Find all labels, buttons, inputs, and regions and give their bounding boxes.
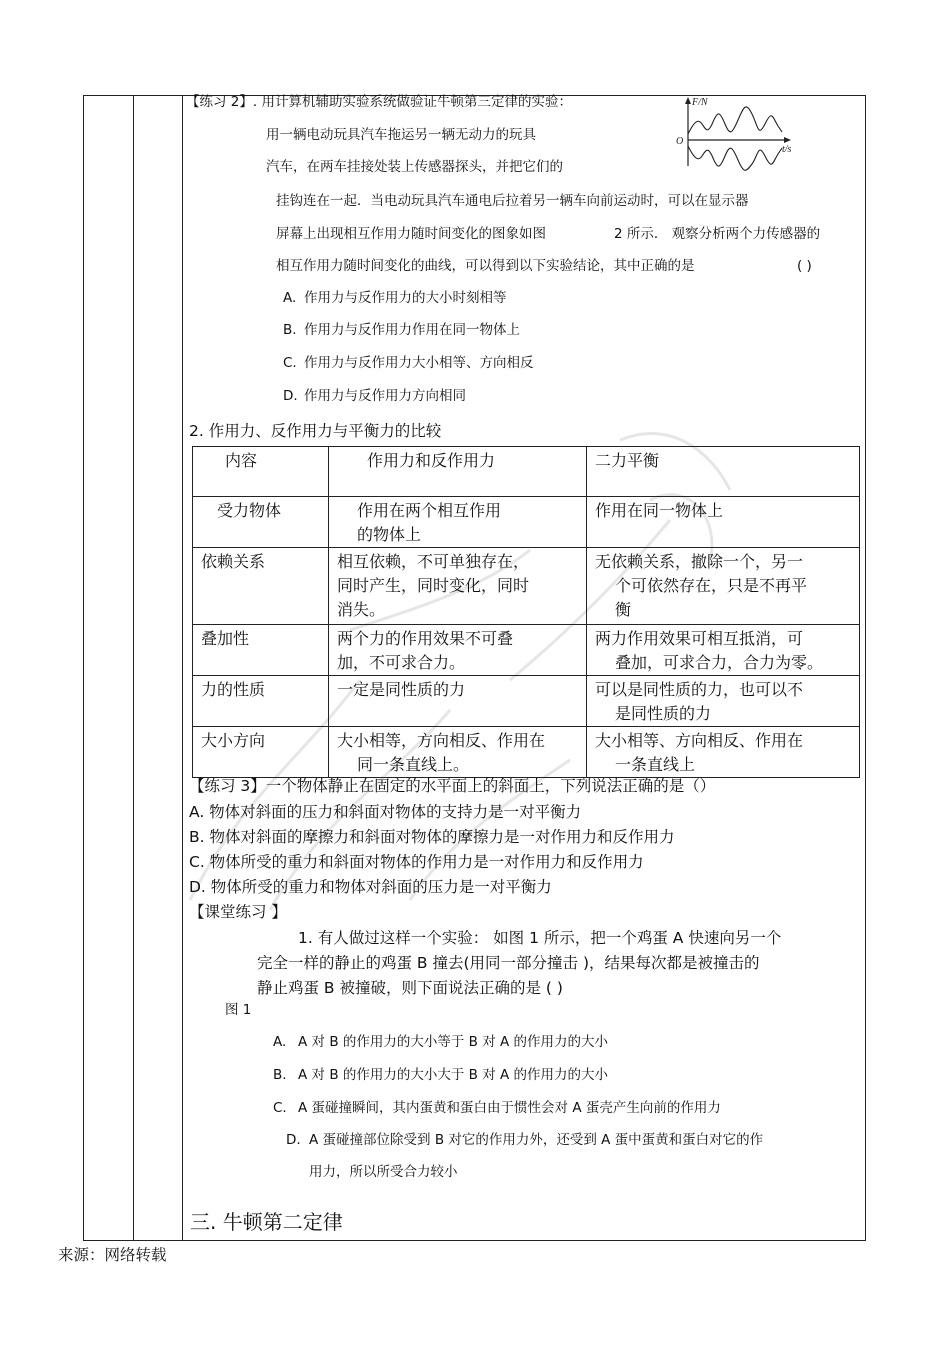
table-cell: 无依赖关系，撤除一个，另一 个可依然存在，只是不再平 衡	[587, 548, 860, 625]
option-text: 作用力与反作用力作用在同一物体上	[304, 322, 520, 338]
table-header-cell: 二力平衡	[587, 447, 860, 497]
table-cell: 叠加性	[193, 625, 329, 676]
exercise-2-line: 相互作用力随时间变化的曲线，可以得到以下实验结论，其中正确的是	[276, 258, 695, 274]
exercise-2-line: 汽车，在两车挂接处装上传感器探头，并把它们的	[266, 159, 563, 175]
table-cell: 力的性质	[193, 676, 329, 727]
table-row	[193, 676, 860, 727]
table-row	[193, 497, 860, 548]
option-text: 作用力与反作用力的大小时刻相等	[304, 290, 507, 306]
table-cell: 可以是同性质的力，也可以不 是同性质的力	[587, 676, 860, 727]
exercise-3-option: A. 物体对斜面的压力和斜面对物体的支持力是一对平衡力	[189, 803, 582, 821]
option-letter: A.	[273, 1034, 287, 1050]
graph-x-label: t/s	[782, 144, 792, 155]
frame-column-divider-1	[133, 95, 134, 1241]
option-text: A 对 B 的作用力的大小大于 B 对 A 的作用力的大小	[298, 1067, 609, 1083]
graph-upper-curve	[688, 107, 782, 134]
classroom-question-line: 1. 有人做过这样一个实验： 如图 1 所示，把一个鸡蛋 A 快速向另一个	[298, 929, 782, 947]
option-text-continued: 用力，所以所受合力较小	[309, 1164, 458, 1180]
option-text: A 蛋碰撞部位除受到 B 对它的作用力外，还受到 A 蛋中蛋黄和蛋白对它的作	[309, 1132, 764, 1148]
exercise-3-option: B. 物体对斜面的摩擦力和斜面对物体的摩擦力是一对作用力和反作用力	[189, 828, 675, 846]
force-time-graph	[670, 94, 805, 174]
option-text: A 蛋碰撞瞬间，其内蛋黄和蛋白由于惯性会对 A 蛋壳产生向前的作用力	[298, 1100, 721, 1116]
option-letter: C.	[273, 1100, 287, 1116]
frame-column-divider-2	[182, 95, 183, 1241]
classroom-heading: 【课堂练习 】	[189, 903, 287, 921]
comparison-table	[192, 446, 860, 778]
exercise-2-line: 挂钩连在一起．当电动玩具汽车通电后拉着另一辆车向前运动时，可以在显示器	[276, 193, 749, 209]
option-letter: B.	[273, 1067, 287, 1083]
table-header-row	[193, 447, 860, 497]
table-cell: 依赖关系	[193, 548, 329, 625]
table-cell: 相互依赖，不可单独存在， 同时产生，同时变化，同时 消失。	[329, 548, 587, 625]
table-cell: 一定是同性质的力	[329, 676, 587, 727]
table-header-cell: 内容	[193, 447, 329, 497]
option-text: 作用力与反作用力方向相同	[304, 388, 466, 404]
graph-origin-label: O	[676, 136, 684, 147]
section-3-heading: 三. 牛顿第二定律	[190, 1210, 343, 1234]
graph-y-label: F/N	[692, 97, 708, 108]
table-cell: 大小相等，方向相反、作用在 同一条直线上。	[329, 727, 587, 778]
classroom-question-line: 静止鸡蛋 B 被撞破，则下面说法正确的是 ( )	[257, 979, 563, 997]
option-letter: D.	[286, 1132, 301, 1148]
table-cell: 两力作用效果可相互抵消，可 叠加，可求合力，合力为零。	[587, 625, 860, 676]
exercise-3-question: 【练习 3】一个物体静止在固定的水平面上的斜面上，下列说法正确的是（）	[189, 777, 716, 795]
exercise-2-title: 【练习 2】. 用计算机辅助实验系统做验证牛顿第三定律的实验：	[186, 94, 572, 110]
option-letter: A.	[283, 290, 297, 306]
exercise-3-option: C. 物体所受的重力和斜面对物体的作用力是一对作用力和反作用力	[189, 853, 644, 871]
table-row	[193, 727, 860, 778]
table-row	[193, 625, 860, 676]
option-text: 作用力与反作用力大小相等、方向相反	[304, 355, 534, 371]
graph-x-arrow	[784, 137, 791, 143]
table-row	[193, 548, 860, 625]
table-cell: 两个力的作用效果不可叠 加，不可求合力。	[329, 625, 587, 676]
table-header-cell: 作用力和反作用力	[329, 447, 587, 497]
exercise-2-line: 用一辆电动玩具汽车拖运另一辆无动力的玩具	[266, 127, 536, 143]
table-cell: 受力物体	[193, 497, 329, 548]
classroom-question-line: 完全一样的静止的鸡蛋 B 撞去(用同一部分撞击 )，结果每次都是被撞击的	[257, 954, 760, 972]
table-cell: 大小方向	[193, 727, 329, 778]
option-letter: C.	[283, 355, 297, 371]
figure-label: 图 1	[225, 1002, 252, 1018]
section-2-heading: 2. 作用力、反作用力与平衡力的比较	[189, 422, 442, 440]
source-note: 来源：网络转载	[58, 1246, 167, 1264]
exercise-2-line: 屏幕上出现相互作用力随时间变化的图象如图	[276, 226, 546, 242]
table-cell: 大小相等、方向相反、作用在 一条直线上	[587, 727, 860, 778]
table-cell: 作用在同一物体上	[587, 497, 860, 548]
option-text: A 对 B 的作用力的大小等于 B 对 A 的作用力的大小	[298, 1034, 609, 1050]
exercise-2-line: 2 所示． 观察分析两个力传感器的	[614, 226, 821, 242]
option-letter: B.	[283, 322, 297, 338]
option-letter: D.	[283, 388, 298, 404]
table-cell: 作用在两个相互作用 的物体上	[329, 497, 587, 548]
graph-y-arrow	[685, 97, 691, 104]
answer-blank: ( )	[797, 258, 812, 274]
exercise-3-option: D. 物体所受的重力和物体对斜面的压力是一对平衡力	[189, 878, 552, 896]
graph-lower-curve	[688, 146, 782, 170]
